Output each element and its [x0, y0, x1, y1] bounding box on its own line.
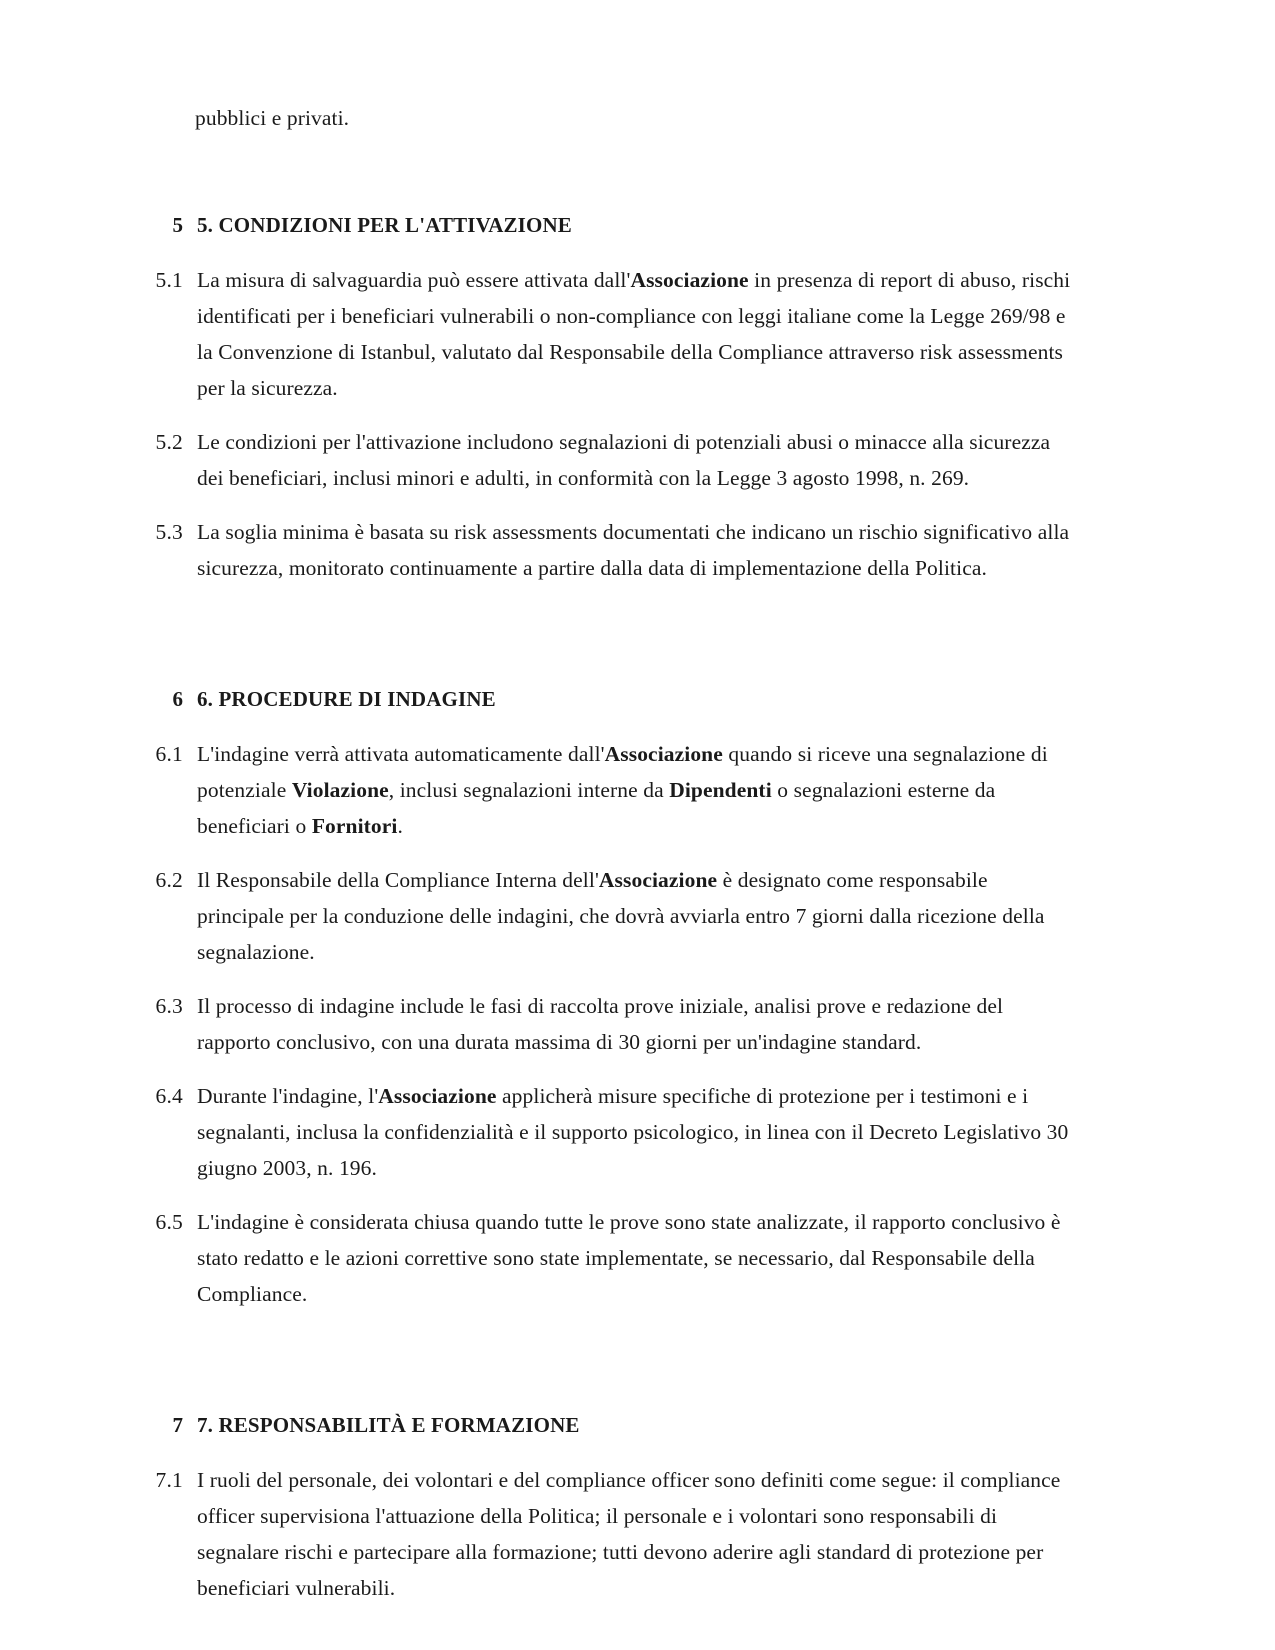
heading-gap [135, 1442, 1090, 1462]
clause-6.2 [135, 862, 1090, 970]
clause-number: 6.4 [155, 1084, 183, 1108]
clause-text-run: applicherà misure specifiche di protezione per i testimoni e i segnalanti, inclusa la confidenzialità e il supporto psicologico, in linea con il Decreto Legislativo 30 giugno 2003, n. 196. [197, 1084, 1069, 1180]
defined-term: Associazione [378, 1084, 497, 1108]
clause-text-run: , inclusi segnalazioni interne da [388, 778, 670, 802]
section-title: 7. RESPONSABILITÀ E FORMAZIONE [197, 1413, 580, 1437]
section-gap [135, 1330, 1090, 1408]
defined-term: Violazione [291, 778, 389, 802]
clause-number: 5.1 [155, 268, 183, 292]
section-number: 7 [172, 1413, 183, 1437]
clause-text [197, 1204, 1077, 1312]
section-number: 6 [172, 687, 183, 711]
defined-term: Associazione [630, 268, 749, 292]
clause-text [197, 1462, 1077, 1606]
clause-text [197, 1078, 1077, 1186]
section-gap [135, 604, 1090, 682]
section-heading-5 [135, 208, 1090, 242]
clause-text-run: o segnalazioni esterne da beneficiari o [197, 778, 996, 838]
defined-term: Dipendenti [669, 778, 772, 802]
clause-7.1 [135, 1462, 1090, 1606]
clause-number: 5.2 [155, 430, 183, 454]
clause-text-run: La misura di salvaguardia può essere attivata dall' [197, 268, 631, 292]
clause-text-run: è designato come responsabile principale per la conduzione delle indagini, che dovrà avviarla entro 7 giorni dalla ricezione della segnalazione. [197, 868, 1045, 964]
clause-text-run: . [397, 814, 403, 838]
section-heading-6 [135, 682, 1090, 716]
clause-6.5 [135, 1204, 1090, 1312]
defined-term: Associazione [598, 868, 718, 892]
clause-number: 6.2 [155, 868, 183, 892]
clause-5.1 [135, 262, 1090, 406]
clause-text-run: Durante l'indagine, l' [197, 1084, 379, 1108]
clause-text-run: La soglia minima è basata su risk assessments documentati che indicano un rischio significativo alla sicurezza, monitorato continuamente a partire dalla data di implementazione della Politica. [197, 520, 1070, 580]
clause-text-run: L'indagine è considerata chiusa quando tutte le prove sono state analizzate, il rapporto conclusivo è stato redatto e le azioni correttive sono state implementate, se necessario, dal Responsabile della Compliance. [197, 1210, 1061, 1306]
defined-term: Associazione [604, 742, 723, 766]
spacer [135, 136, 1090, 208]
section-title: 5. CONDIZIONI PER L'ATTIVAZIONE [197, 213, 572, 237]
clause-text [197, 424, 1077, 496]
defined-term: Fornitori [311, 814, 398, 838]
clause-text [197, 736, 1077, 844]
section-title: 6. PROCEDURE DI INDAGINE [197, 687, 496, 711]
sections-container [135, 208, 1090, 1606]
clause-number: 6.1 [155, 742, 183, 766]
clause-5.2 [135, 424, 1090, 496]
clause-number: 6.5 [155, 1210, 183, 1234]
clause-text-run: quando si riceve una segnalazione di potenziale [197, 742, 1048, 802]
clause-text-run: Le condizioni per l'attivazione includono segnalazioni di potenziali abusi o minacce alla sicurezza dei beneficiari, inclusi minori e adulti, in conformità con la Legge 3 agosto 1998, n. 269. [197, 430, 1051, 490]
heading-gap [135, 716, 1090, 736]
clause-text-run: Il Responsabile della Compliance Interna dell' [197, 868, 599, 892]
heading-gap [135, 242, 1090, 262]
clause-text-run: Il processo di indagine include le fasi di raccolta prove iniziale, analisi prove e redazione del rapporto conclusivo, con una durata massima di 30 giorni per un'indagine standard. [197, 994, 1004, 1054]
clause-number: 6.3 [155, 994, 183, 1018]
clause-text [197, 988, 1077, 1060]
clause-number: 7.1 [155, 1468, 183, 1492]
section-heading-7 [135, 1408, 1090, 1442]
clause-text [197, 862, 1077, 970]
clause-text-run: I ruoli del personale, dei volontari e del compliance officer sono definiti come segue: il compliance officer supervisiona l'attuazione della Politica; il personale e i volontari sono responsabili di segnalare rischi e partecipare alla formazione; tutti devono aderire agli standard di protezione per beneficiari vulnerabili. [197, 1468, 1061, 1600]
clause-6.3 [135, 988, 1090, 1060]
section-number: 5 [172, 213, 183, 237]
clause-text [197, 262, 1077, 406]
clause-text-run: L'indagine verrà attivata automaticamente dall' [197, 742, 605, 766]
clause-number: 5.3 [155, 520, 183, 544]
clause-text-run: in presenza di report di abuso, rischi identificati per i beneficiari vulnerabili o non-compliance con leggi italiane come la Legge 269/98 e la Convenzione di Istanbul, valutato dal Responsabile della Compliance attraverso risk assessments per la sicurezza. [197, 268, 1071, 400]
clause-6.4 [135, 1078, 1090, 1186]
clause-6.1 [135, 736, 1090, 844]
clause-text [197, 514, 1077, 586]
paragraph-continuation: pubblici e privati. [195, 106, 350, 130]
clause-5.3 [135, 514, 1090, 586]
